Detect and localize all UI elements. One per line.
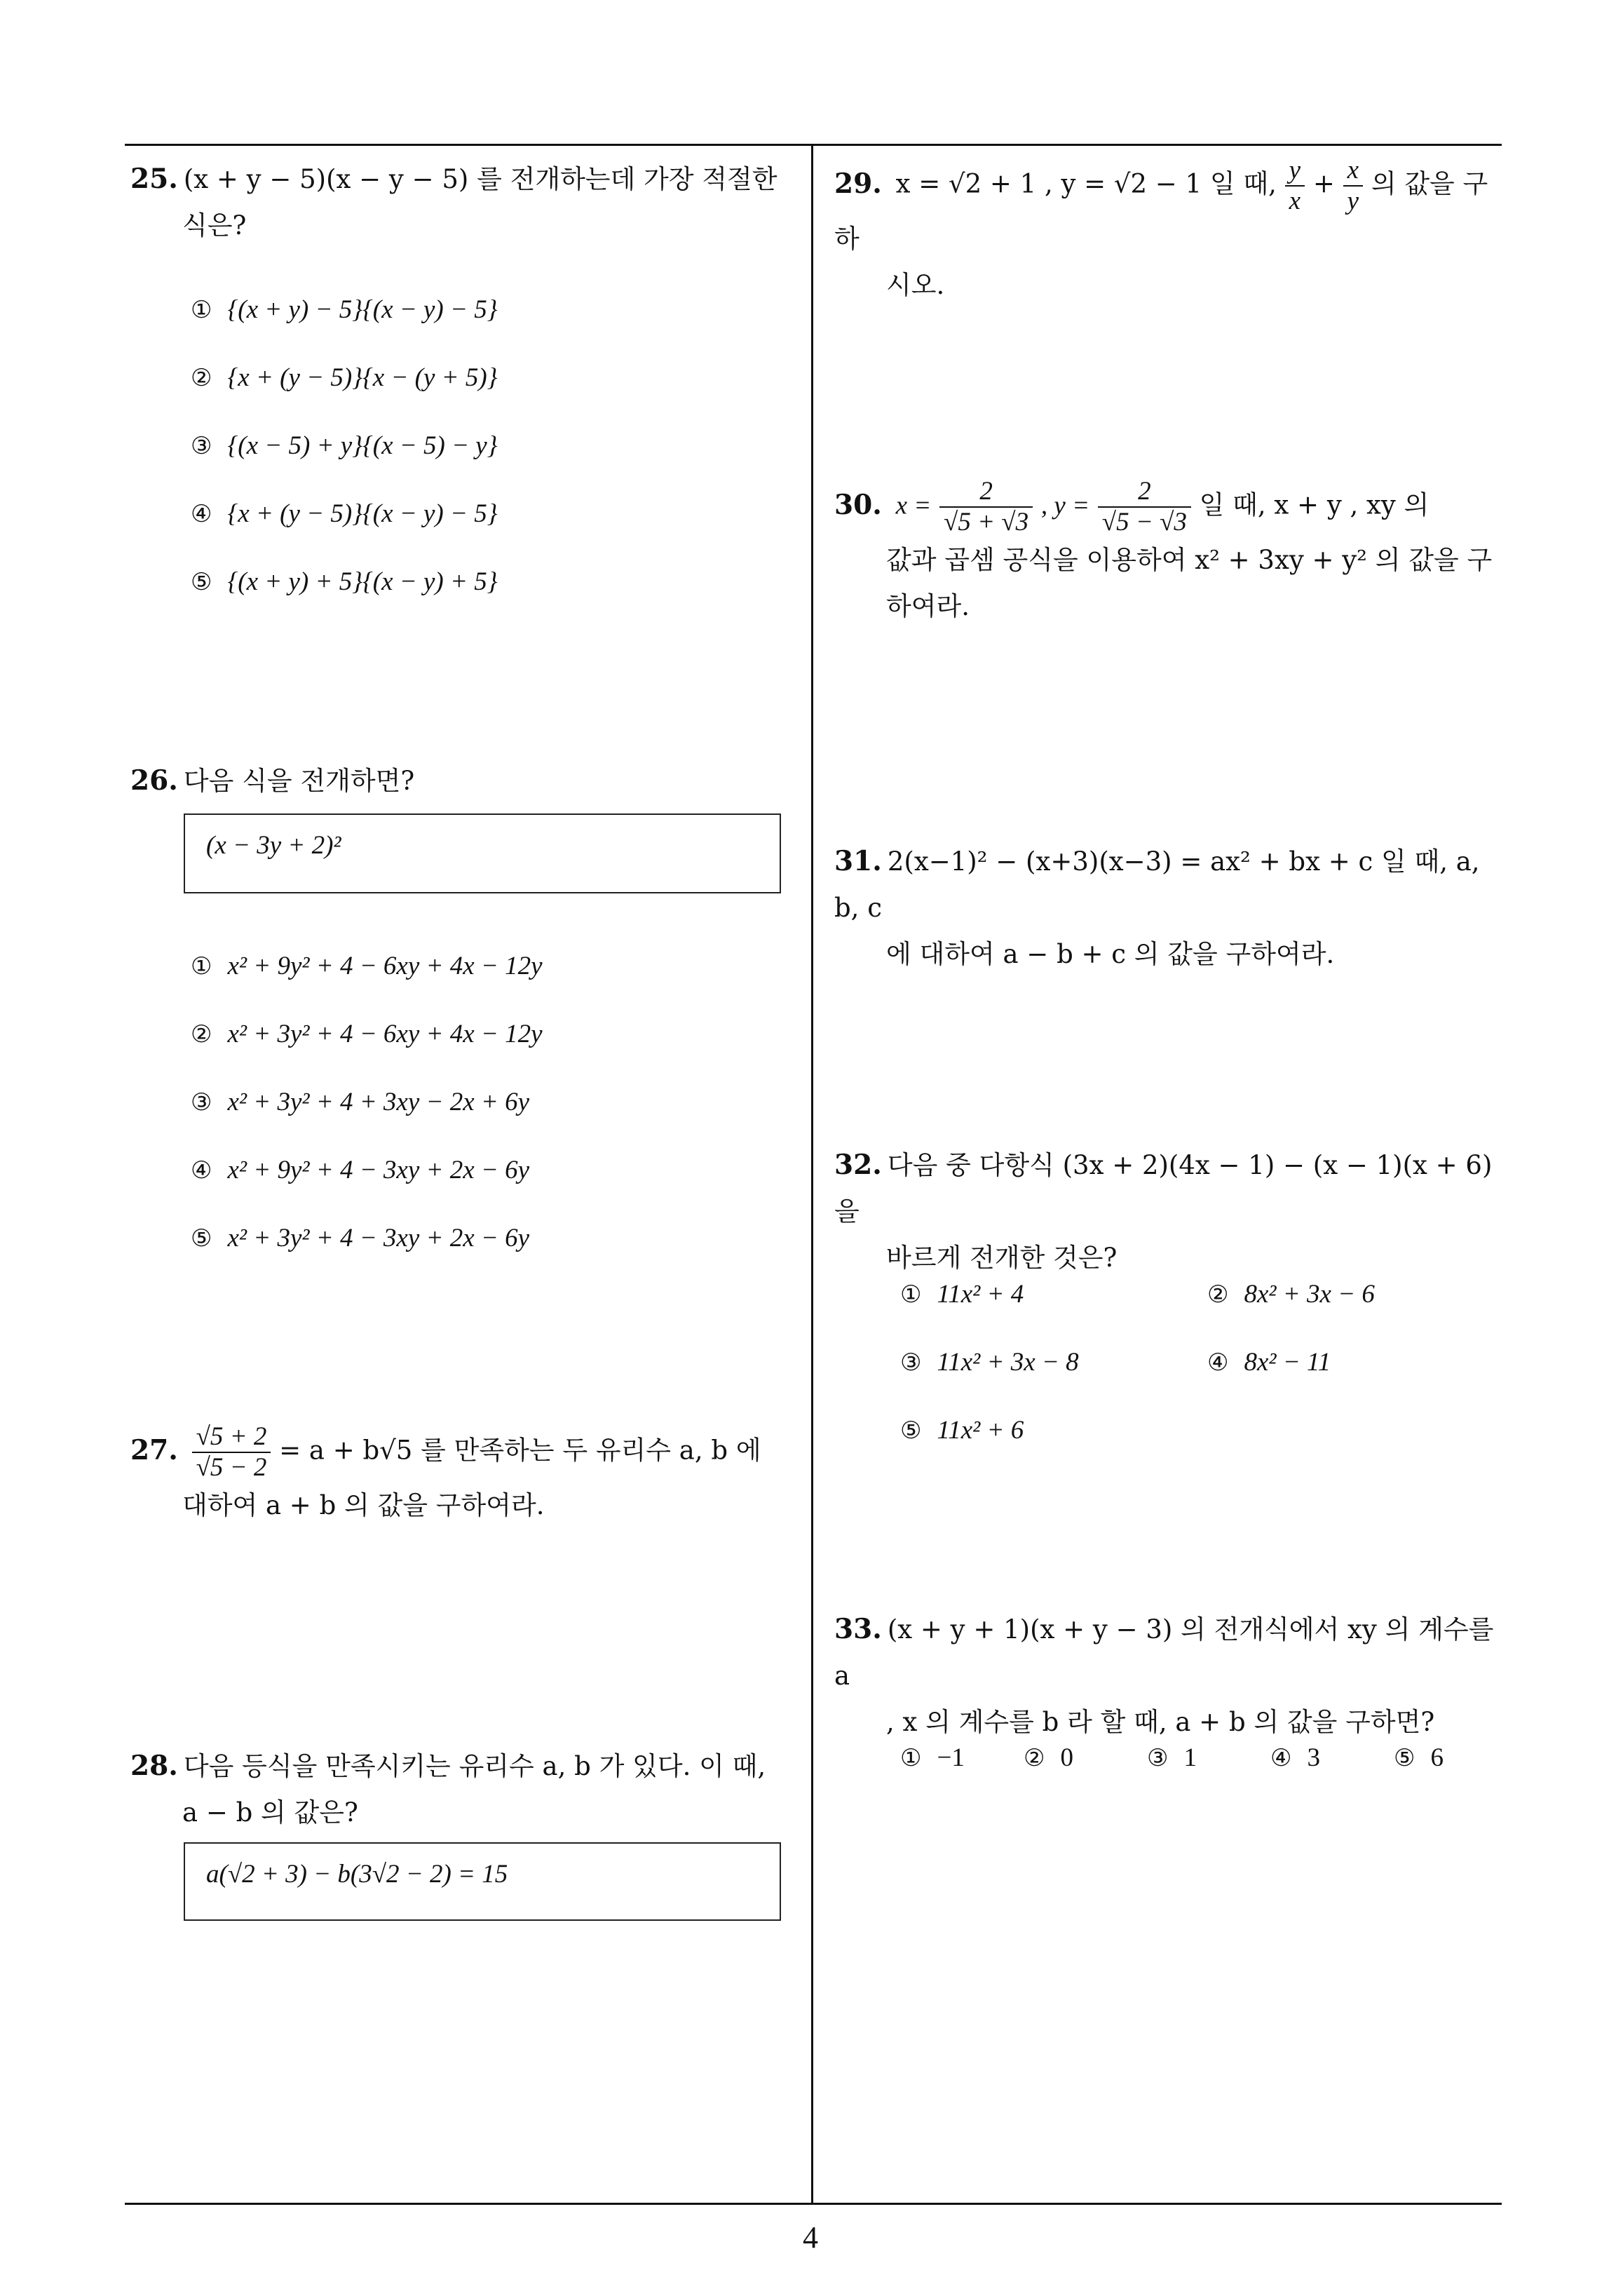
choice-expr: x² + 3y² + 4 − 6xy + 4x − 12y (227, 1020, 543, 1048)
choice-mark: ④ (1207, 1349, 1229, 1377)
choice-expr: {x + (y − 5)}{(x − y) − 5} (227, 499, 498, 528)
choice[interactable] (191, 499, 498, 529)
question-text-end: 일 때, x + y , xy 의 (1199, 489, 1430, 520)
choice-expr: {x + (y − 5)}{x − (y + 5)} (227, 363, 498, 392)
question-28 (130, 1743, 803, 1836)
question-30 (834, 477, 1507, 630)
question-31 (834, 838, 1507, 978)
choice-expr: x² + 3y² + 4 − 3xy + 2x − 6y (227, 1224, 530, 1252)
question-text-cont: 대하여 a + b 의 값을 구하여라. (182, 1490, 545, 1520)
choice-mark: ② (191, 1020, 212, 1048)
question-text-cont: , x 의 계수를 b 라 할 때, a + b 의 값을 구하면? (886, 1707, 1435, 1737)
question-number: 25. (130, 163, 178, 195)
question-text: (x + y + 1)(x + y − 3) 의 전개식에서 xy 의 계수를 a (834, 1614, 1494, 1691)
choice-expr: 11x² + 6 (937, 1416, 1024, 1445)
choice-expr: {(x + y) + 5}{(x − y) + 5} (227, 567, 498, 596)
question-number: 28. (130, 1750, 178, 1782)
fraction-denominator: y (1347, 187, 1359, 215)
choice-expr: 6 (1430, 1743, 1444, 1772)
question-number: 26. (130, 764, 178, 797)
plus-sign: + (1312, 168, 1335, 199)
choice-mark: ⑤ (191, 1224, 212, 1252)
choice[interactable] (900, 1279, 1024, 1309)
choice[interactable] (1394, 1743, 1444, 1773)
choice[interactable] (191, 1087, 529, 1117)
choice-expr: x² + 9y² + 4 − 6xy + 4x − 12y (227, 952, 543, 980)
choice-mark: ④ (191, 1156, 212, 1184)
question-text: 2(x−1)² − (x+3)(x−3) = ax² + bx + c 일 때, a, b, c (834, 846, 1480, 923)
fraction-numerator: 2 (1098, 477, 1191, 508)
question-text-cont: 시오. (886, 270, 945, 300)
choice-expr: 1 (1183, 1743, 1197, 1772)
choice[interactable] (191, 295, 498, 325)
choice-mark: ③ (191, 432, 212, 460)
choice[interactable] (1270, 1743, 1320, 1773)
question-text: 다음 중 다항식 (3x + 2)(4x − 1) − (x − 1)(x + 6) 을 (834, 1150, 1493, 1227)
choice-expr: 8x² − 11 (1244, 1348, 1331, 1377)
question-number: 33. (834, 1613, 882, 1645)
question-text-cont: 에 대하여 a − b + c 의 값을 구하여라. (886, 939, 1335, 969)
choice[interactable] (191, 1155, 529, 1185)
choice-expr: 8x² + 3x − 6 (1244, 1280, 1375, 1309)
fraction (1098, 477, 1191, 537)
choice[interactable] (191, 363, 498, 393)
question-text: (x + y − 5)(x − y − 5) 를 전개하는데 가장 적절한 (183, 164, 777, 194)
choice-expr: {(x + y) − 5}{(x − y) − 5} (227, 295, 498, 324)
choice[interactable] (900, 1347, 1079, 1377)
choice-mark: ⑤ (1394, 1744, 1415, 1772)
question-text: 다음 등식을 만족시키는 유리수 a, b 가 있다. 이 때, (183, 1751, 766, 1781)
question-27 (130, 1422, 803, 1529)
choice-mark: ① (900, 1281, 922, 1309)
choice-expr: 3 (1307, 1743, 1320, 1772)
question-text: x = √2 + 1 , y = √2 − 1 일 때, (895, 168, 1277, 199)
fraction (1343, 156, 1363, 216)
choice-expr: {(x − 5) + y}{(x − 5) − y} (227, 431, 498, 460)
choice-expr: 11x² + 3x − 8 (937, 1348, 1079, 1377)
question-text: 다음 식을 전개하면? (183, 766, 415, 796)
question-number: 30. (834, 488, 882, 521)
choice-mark: ③ (191, 1088, 212, 1116)
question-32 (834, 1142, 1507, 1281)
choice-mark: ⑤ (191, 568, 212, 596)
fraction-denominator: √5 − 2 (196, 1453, 267, 1482)
fraction-denominator: √5 − √3 (1101, 508, 1187, 536)
question-29 (834, 156, 1507, 309)
question-text-cont: a − b 의 값은? (182, 1797, 358, 1828)
expression-box: a(√2 + 3) − b(3√2 − 2) = 15 (184, 1842, 781, 1921)
choice[interactable] (1207, 1347, 1331, 1377)
fraction-denominator: √5 + √3 (944, 508, 1029, 536)
choice-mark: ③ (1147, 1744, 1169, 1772)
choice-mark: ② (191, 364, 212, 392)
choice-expr: 11x² + 4 (937, 1280, 1024, 1309)
expression-box: (x − 3y + 2)² (184, 813, 781, 893)
question-text-cont: 하여라. (886, 591, 970, 621)
question-number: 29. (834, 167, 882, 200)
fraction (192, 1422, 271, 1483)
choice[interactable] (1147, 1743, 1197, 1773)
choice-mark: ① (900, 1744, 922, 1772)
question-text-mid: , y = (1040, 491, 1090, 520)
choice-mark: ④ (191, 500, 212, 528)
choice[interactable] (900, 1743, 965, 1773)
top-rule (125, 144, 1502, 146)
question-number: 27. (130, 1433, 178, 1466)
fraction-numerator: 2 (939, 477, 1033, 508)
fraction (939, 477, 1033, 537)
question-text-cont: 식은? (182, 210, 247, 241)
fraction (1285, 156, 1305, 216)
choice-mark: ④ (1270, 1744, 1292, 1772)
question-text-cont: 바르게 전개한 것은? (886, 1243, 1118, 1273)
fraction-numerator: √5 + 2 (192, 1422, 271, 1453)
fraction-denominator: x (1289, 187, 1301, 215)
choice-expr: −1 (937, 1743, 965, 1772)
question-text: x = (895, 491, 932, 520)
choice[interactable] (191, 431, 498, 461)
question-number: 31. (834, 845, 882, 877)
choice-mark: ① (191, 296, 212, 324)
question-text: = a + b√5 를 만족하는 두 유리수 a, b 에 (279, 1435, 761, 1466)
choice[interactable] (900, 1415, 1024, 1445)
choice[interactable] (191, 1019, 543, 1049)
choice-expr: 0 (1060, 1743, 1073, 1772)
choice-expr: x² + 9y² + 4 − 3xy + 2x − 6y (227, 1156, 530, 1184)
choice[interactable] (1024, 1743, 1073, 1773)
choice-mark: ⑤ (900, 1417, 922, 1445)
choice-mark: ② (1024, 1744, 1045, 1772)
choice-mark: ① (191, 952, 212, 980)
choice-mark: ② (1207, 1281, 1229, 1309)
choice-expr: x² + 3y² + 4 + 3xy − 2x + 6y (227, 1088, 530, 1116)
column-divider (811, 144, 813, 2204)
choice[interactable] (191, 567, 498, 597)
question-33 (834, 1606, 1507, 1745)
question-number: 32. (834, 1149, 882, 1181)
question-26 (130, 757, 803, 804)
fraction-numerator: x (1343, 156, 1363, 187)
question-text-end: 의 값을 구하 (834, 168, 1488, 254)
question-text-cont: 값과 곱셈 공식을 이용하여 x² + 3xy + y² 의 값을 구 (886, 545, 1493, 575)
choice[interactable] (191, 951, 543, 981)
fraction-numerator: y (1285, 156, 1305, 187)
bottom-rule (125, 2203, 1502, 2205)
page-number: 4 (803, 2220, 818, 2255)
choice[interactable] (1207, 1279, 1375, 1309)
question-25 (130, 156, 803, 249)
choice-mark: ③ (900, 1349, 922, 1377)
choice[interactable] (191, 1223, 529, 1253)
